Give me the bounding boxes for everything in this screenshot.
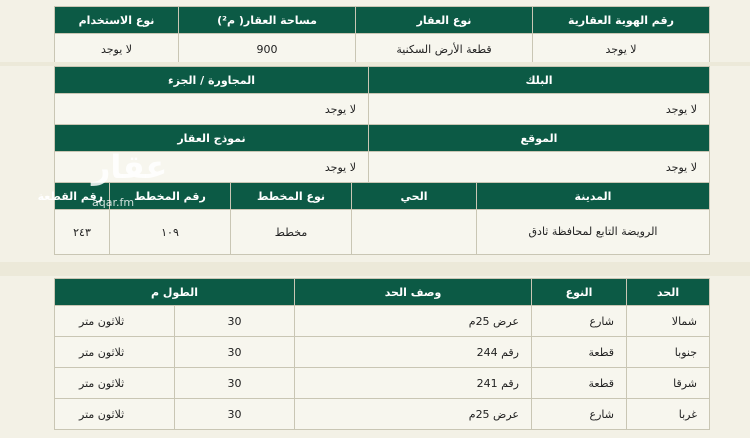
header-property-area: مساحة العقار( م²) xyxy=(179,7,356,34)
border-length-text: ثلاثون متر xyxy=(55,306,175,337)
table-row xyxy=(55,337,710,368)
header-border-type: النوع xyxy=(532,279,627,306)
table-row xyxy=(55,306,710,337)
plan-table xyxy=(37,182,710,255)
border-length-text: ثلاثون متر xyxy=(55,368,175,399)
header-city: المدينة xyxy=(477,183,710,210)
block-table xyxy=(54,66,710,125)
section-gap xyxy=(0,262,750,276)
border-length: 30 xyxy=(175,337,295,368)
value-district xyxy=(352,210,477,255)
border-length-text: ثلاثون متر xyxy=(55,399,175,430)
border-type: شارع xyxy=(532,306,627,337)
value-plan-number: ١٠٩ xyxy=(110,210,231,255)
header-property-model: نموذج العقار xyxy=(55,125,369,152)
border-side: شمالا xyxy=(627,306,710,337)
table-row xyxy=(55,399,710,430)
border-description: رقم 244 xyxy=(295,337,532,368)
value-usage-type: لا يوجد xyxy=(55,34,179,65)
value-city: الرويضة التابع لمحافظة ثادق xyxy=(477,210,710,255)
value-property-type: قطعة الأرض السكنية xyxy=(356,34,533,65)
value-block: لا يوجد xyxy=(369,94,710,125)
value-property-id: لا يوجد xyxy=(533,34,710,65)
border-length-text: ثلاثون متر xyxy=(55,337,175,368)
header-neighborhood-part: المجاورة / الجزء xyxy=(55,67,369,94)
border-type: قطعة xyxy=(532,368,627,399)
table-row xyxy=(55,368,710,399)
header-plan-number: رقم المخطط xyxy=(110,183,231,210)
value-property-area: 900 xyxy=(179,34,356,65)
border-side: شرقا xyxy=(627,368,710,399)
header-property-type: نوع العقار xyxy=(356,7,533,34)
value-location: لا يوجد xyxy=(369,152,710,183)
border-type: قطعة xyxy=(532,337,627,368)
border-side: غربا xyxy=(627,399,710,430)
header-border-length: الطول م xyxy=(55,279,295,306)
header-district: الحي xyxy=(352,183,477,210)
header-border-side: الحد xyxy=(627,279,710,306)
header-border-description: وصف الحد xyxy=(295,279,532,306)
border-length: 30 xyxy=(175,368,295,399)
header-usage-type: نوع الاستخدام xyxy=(55,7,179,34)
border-description: عرض 25م xyxy=(295,399,532,430)
value-neighborhood-part: لا يوجد xyxy=(55,94,369,125)
value-property-model: لا يوجد xyxy=(55,152,369,183)
value-plot-number: ٢٤٣ xyxy=(55,210,110,255)
border-description: عرض 25م xyxy=(295,306,532,337)
header-location: الموقع xyxy=(369,125,710,152)
header-property-id: رقم الهوية العقارية xyxy=(533,7,710,34)
border-side: جنوبا xyxy=(627,337,710,368)
header-block: البلك xyxy=(369,67,710,94)
header-plot-number: رقم القطعة xyxy=(55,183,110,210)
aqar-watermark-logo: عقار xyxy=(92,148,168,186)
aqar-watermark-url: aqar.fm xyxy=(92,196,135,209)
borders-table xyxy=(54,278,710,430)
border-description: رقم 241 xyxy=(295,368,532,399)
border-length: 30 xyxy=(175,306,295,337)
header-plan-type: نوع المخطط xyxy=(231,183,352,210)
border-type: شارع xyxy=(532,399,627,430)
value-plan-type: مخطط xyxy=(231,210,352,255)
border-length: 30 xyxy=(175,399,295,430)
property-info-table xyxy=(54,6,710,65)
